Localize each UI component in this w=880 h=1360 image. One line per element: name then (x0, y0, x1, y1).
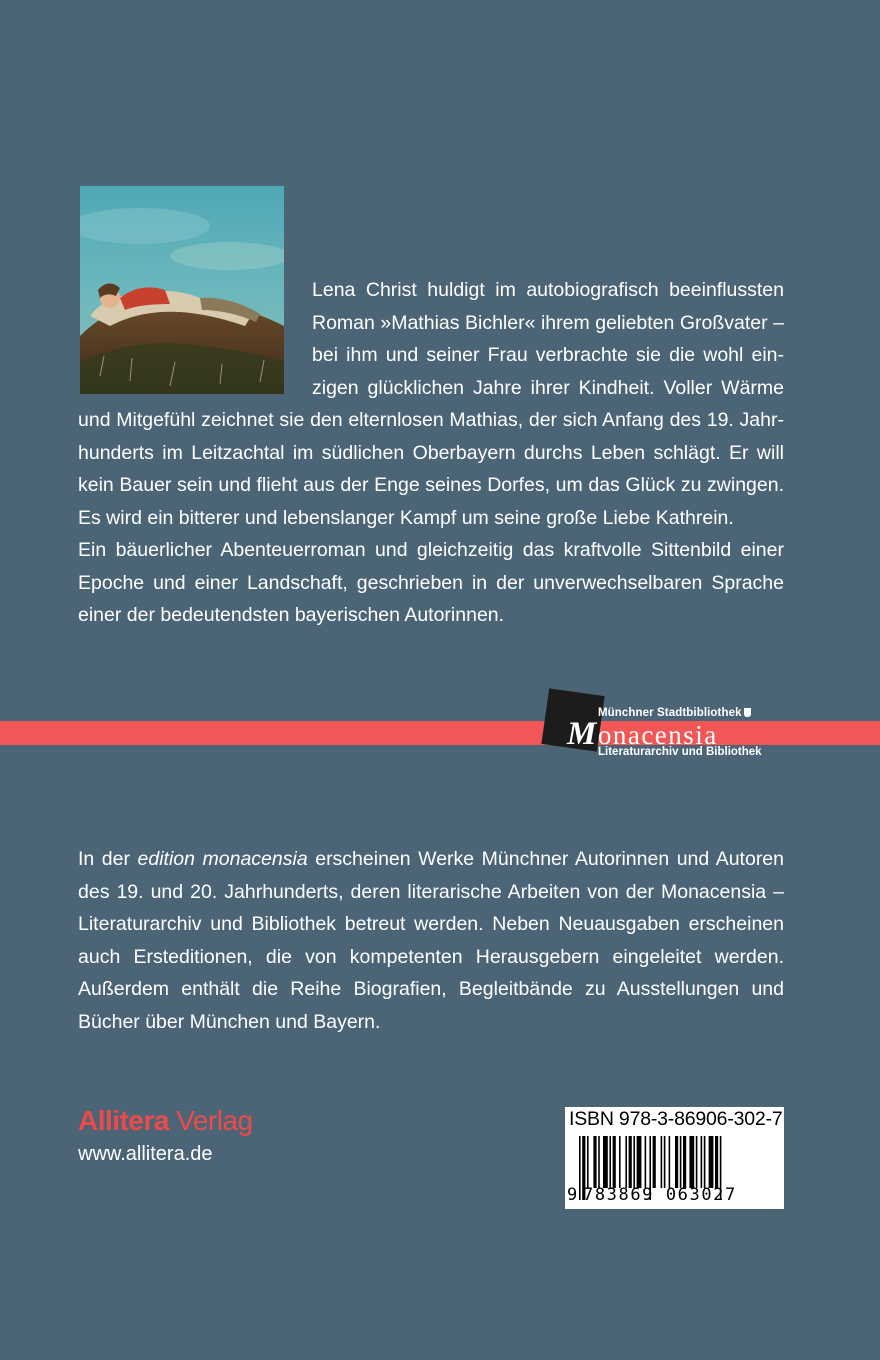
series-title: edition monacensia (137, 848, 308, 870)
blurb-paragraph-1: Lena Christ huldigt im autobiografisch beeinflussten Roman »Mathias Bichler« ihrem geliebten Großvater – bei ihm und seiner Frau verbrachte sie die wohl einzigen glücklichen Jahre ihrer Kindheit. Voller Wärme und Mitgefühl zeichnet sie den elternlosen Mathias, der sich Anfang des 19. Jahrhunderts im Leitzachtal im südlichen Oberbayern durchs Leben schlägt. Er will kein Bauer sein und flieht aus der Enge seines Dorfes, um das Glück zu zwingen. Es wird ein bitterer und lebenslanger Kampf um seine große Liebe Kathrein. (78, 279, 784, 529)
publisher-logo: Allitera Verlag (78, 1105, 253, 1136)
monacensia-bottom-line: Literaturarchiv und Bibliothek (598, 746, 762, 758)
red-stripe (0, 721, 880, 745)
isbn-label: ISBN 978-3-86906-302-7 (569, 1108, 783, 1130)
series-description: In der edition monacensia erscheinen Werke Münchner Autorinnen und Autoren des 19. und 20. Jahrhunderts, deren literarische Arbeiten von der Monacensia – Literaturarchiv und Bibliothek betreut werden. Neben Neuausgaben erscheinen auch Ersteditionen, die von kompetenten Herausgebern eingeleitet werden. Außerdem enthält die Reihe Biografien, Begleitbände zu Ausstellungen und Bücher über München und Bayern. (78, 848, 784, 1033)
publisher-website: www.allitera.de (78, 1143, 213, 1165)
munich-crest-icon (744, 708, 751, 717)
isbn-barcode: ISBN 978-3-86906-302-7 9 783869 063027 (565, 1107, 784, 1209)
book-blurb (78, 274, 784, 632)
monacensia-logo-text: Monacensia (567, 716, 718, 752)
blurb-paragraph-2: Ein bäuerlicher Abenteuerroman und gleichzeitig das kraftvolle Sittenbild einer Epoche und einer Landschaft, geschrieben in der unverwechselbaren Sprache einer der bedeutendsten bayerischen Autorinnen. (78, 539, 784, 626)
monacensia-top-line: Münchner Stadtbibliothek (598, 707, 751, 719)
